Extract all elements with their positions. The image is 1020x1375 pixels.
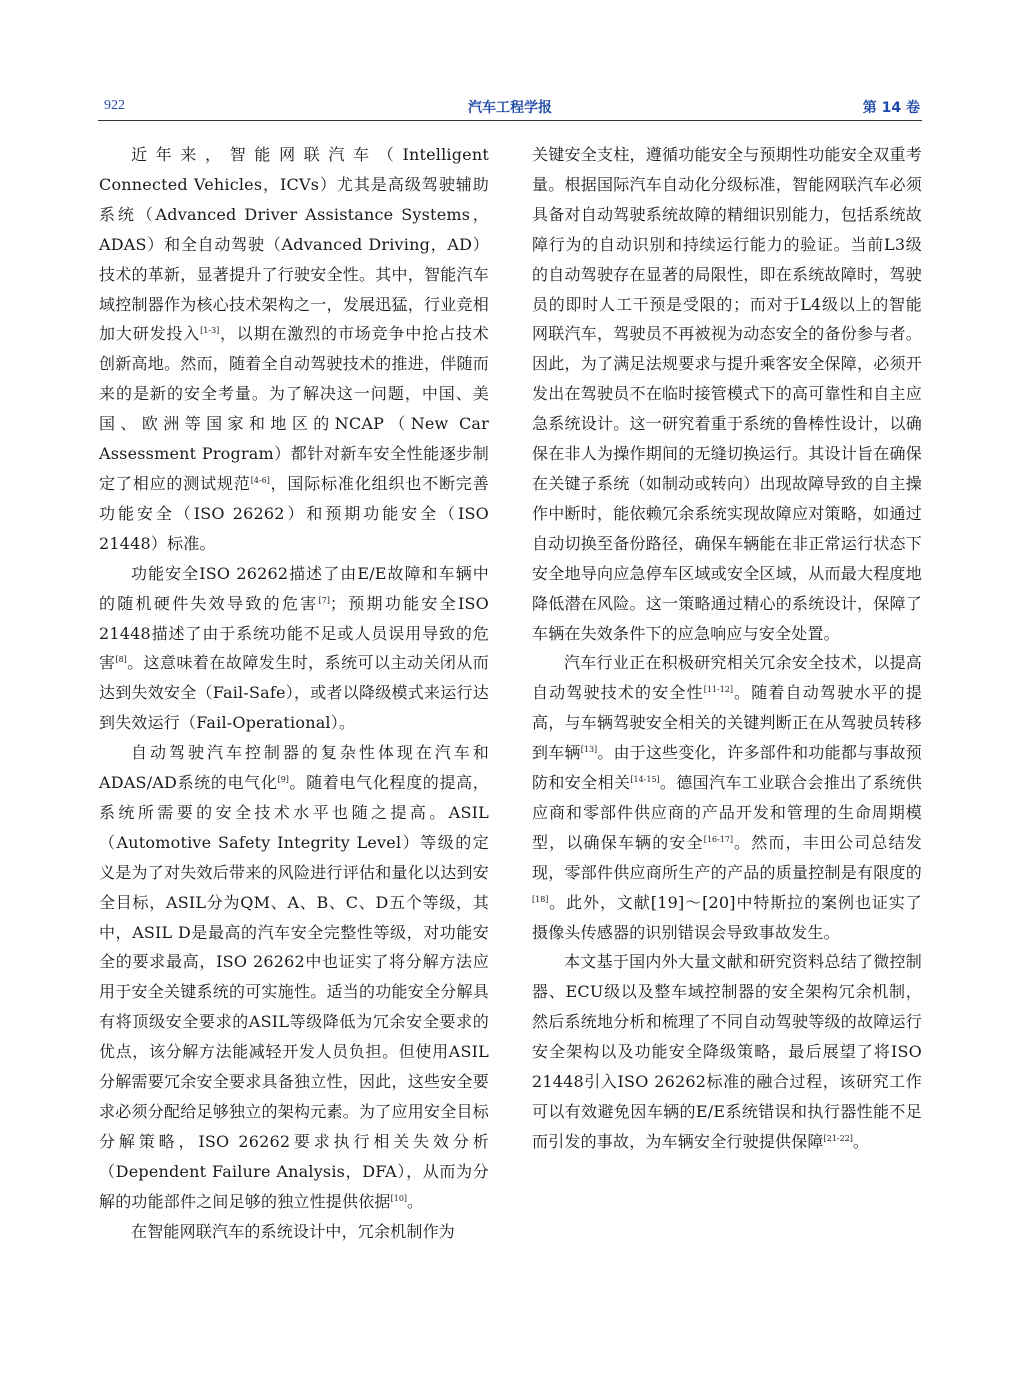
- citation-ref: [21-22]: [823, 1133, 853, 1143]
- citation-ref: [4-6]: [250, 475, 270, 485]
- paragraph: [99, 738, 489, 1217]
- citation-ref: [16-17]: [703, 834, 734, 844]
- paragraph-text: 。: [852, 1131, 870, 1151]
- paragraph-text: 自动驾驶汽车控制器的复杂性体现在汽车和ADAS/AD系统的电气化: [99, 743, 489, 793]
- paragraph: [532, 140, 922, 648]
- paragraph-text: 。由于这些变化，许多部件和功能都与事故预防和安全相关: [532, 743, 922, 793]
- paragraph: [99, 559, 489, 738]
- paragraph-text: 关键安全支柱，遵循功能安全与预期性功能安全双重考量。根据国际汽车自动化分级标准，智能网联汽车必须具备对自动驾驶系统故障的精细识别能力，包括系统故障行为的自动识别和持续运行能力的验证。当前L3级的自动驾驶存在显著的局限性，即在系统故障时，驾驶员的即时人工干预是受限的；而对于L4级以上的智能网联汽车，驾驶员不再被视为动态安全的备份参与者。因此，为了满足法规要求与提升乘客安全保障，必须开发出在驾驶员不在临时接管模式下的高可靠性和自主应急系统设计。这一研究着重于系统的鲁棒性设计，以确保在非人为操作期间的无缝切换运行。其设计旨在确保在关键子系统（如制动或转向）出现故障导致的自主操作中断时，能依赖冗余系统实现故障应对策略，如通过自动切换至备份路径，确保车辆能在非正常运行状态下安全地导向应急停车区域或安全区域，从而最大程度地降低潜在风险。这一策略通过精心的系统设计，保障了车辆在失效条件下的应急响应与安全处置。: [532, 145, 922, 643]
- citation-ref: [14-15]: [630, 775, 660, 785]
- citation-ref: [9]: [277, 775, 289, 785]
- paragraph: [99, 140, 489, 559]
- citation-ref: [11-12]: [703, 685, 734, 695]
- paragraph-text: 功能安全ISO 26262描述了由E/E故障和车辆中的随机硬件失效导致的危害: [99, 563, 489, 613]
- paragraph-text: 汽车行业正在积极研究相关冗余安全技术，以提高自动驾驶技术的安全性: [532, 653, 922, 703]
- paragraph-text: 。这意味着在故障发生时，系统可以主动关闭从而达到失效安全（Fail-Safe），或者以降级模式来运行达到失效运行（Fail-Operational）。: [99, 653, 489, 733]
- citation-ref: [10]: [390, 1193, 408, 1203]
- citation-ref: [7]: [318, 595, 330, 605]
- paragraph: [532, 648, 922, 947]
- paragraph-text: 。德国汽车工业联合会推出了系统供应商和零部件供应商的产品开发和管理的生命周期模型，以确保车辆的安全: [532, 773, 923, 852]
- paragraph-text: 在智能网联汽车的系统设计中，冗余机制作为: [131, 1221, 456, 1241]
- running-header: [98, 96, 922, 122]
- paragraph-text: 本文基于国内外大量文献和研究资料总结了微控制器、ECU级以及整车域控制器的安全架构冗余机制，然后系统地分析和梳理了不同自动驾驶等级的故障运行安全架构以及功能安全降级策略，最后展望了将ISO 21448引入ISO 26262标准的融合过程，该研究工作可以有效避免因车辆的E/E系统错误和执行器性能不足而引发的事故，为车辆安全行驶提供保障: [532, 952, 922, 1151]
- paragraph-text: 近年来，智能网联汽车（Intelligent Connected Vehicles，ICVs）尤其是高级驾驶辅助系统（Advanced Driver Assistance Systems，ADAS）和全自动驾驶（Advanced Driving，AD）技术的革新，显著提升了行驶安全性。其中，智能汽车域控制器作为核心技术架构之一，发展迅猛，行业竞相加大研发投入: [99, 145, 489, 344]
- paragraph-text: 。然而，丰田公司总结发现，零部件供应商所生产的产品的质量控制是有限度的: [532, 832, 922, 882]
- paragraph-text: 。随着自动驾驶水平的提高，与车辆驾驶安全相关的关键判断正在从驾驶员转移到车辆: [532, 683, 922, 763]
- citation-ref: [8]: [115, 655, 127, 665]
- citation-ref: [13]: [580, 745, 598, 755]
- page-number: 922: [104, 98, 125, 113]
- paragraph-text: ，以期在激烈的市场竞争中抢占技术创新高地。然而，随着全自动驾驶技术的推进，伴随而来的是新的安全考量。为了解决这一问题，中国、美国、欧洲等国家和地区的NCAP（New Car Assessment Program）都针对新车安全性能逐步制定了相应的测试规范: [99, 324, 490, 493]
- citation-ref: [1-3]: [200, 326, 220, 336]
- paragraph-text: 。: [407, 1191, 424, 1211]
- paragraph-text: 。随着电气化程度的提高，系统所需要的安全技术水平也随之提高。ASIL（Automotive Safety Integrity Level）等级的定义是为了对失效后带来的风险进行评估和量化以达到安全目标，ASIL分为QM、A、B、C、D五个等级，其中，ASIL D是最高的汽车安全完整性等级，对功能安全的要求最高，ISO 26262中也证实了将分解方法应用于安全关键系统的可实施性。适当的功能安全分解具有将顶级安全要求的ASIL等级降低为冗余安全要求的优点，该分解方法能减轻开发人员负担。但使用ASIL分解需要冗余安全要求具备独立性，因此，这些安全要求必须分配给足够独立的架构元素。为了应用安全目标分解策略，ISO 26262要求执行相关失效分析（Dependent Failure Analysis，DFA），从而为分解的功能部件之间足够的独立性提供依据: [99, 773, 489, 1211]
- right-column: [532, 140, 922, 1157]
- paragraph: [99, 1217, 489, 1247]
- paragraph: [532, 947, 922, 1156]
- journal-title: 汽车工程学报: [468, 100, 552, 116]
- citation-ref: [18]: [532, 894, 549, 904]
- left-column: [99, 140, 489, 1247]
- volume-label: 第 14 卷: [862, 100, 920, 116]
- header-rule: [98, 120, 922, 121]
- paragraph-text: ；预期功能安全ISO 21448描述了由于系统功能不足或人员误用导致的危害: [99, 593, 489, 673]
- paragraph-text: 。此外，文献[19]～[20]中特斯拉的案例也证实了摄像头传感器的识别错误会导致事故发生。: [532, 892, 922, 942]
- paragraph-text: ，国际标准化组织也不断完善功能安全（ISO 26262）和预期功能安全（ISO 21448）标准。: [99, 473, 489, 553]
